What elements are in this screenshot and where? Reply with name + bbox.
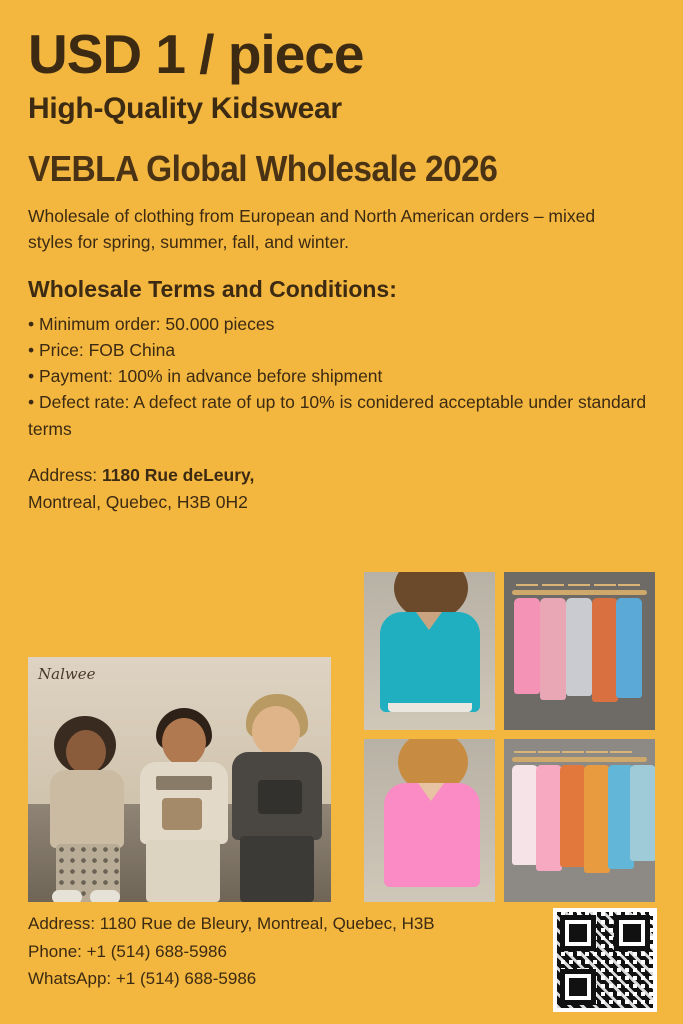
garment-orange <box>560 765 586 867</box>
terms-title: Wholesale Terms and Conditions: <box>28 275 397 302</box>
photo-garment-rack-top <box>504 572 655 730</box>
child-figure-left <box>42 714 134 902</box>
contact-footer <box>28 910 435 993</box>
garment-amber <box>584 765 610 873</box>
photo-teal-sweater <box>364 572 495 730</box>
address-line-2: Montreal, Quebec, H3B 0H2 <box>28 491 248 512</box>
photo-watermark: Nalwee <box>38 665 96 683</box>
photo-pink-sweater <box>364 739 495 902</box>
footer-phone: Phone: +1 (514) 688-5986 <box>28 941 227 961</box>
footer-whatsapp: WhatsApp: +1 (514) 688-5986 <box>28 969 257 989</box>
term-item: • Minimum order: 50.000 pieces <box>28 313 275 334</box>
child-figure-center <box>134 702 234 902</box>
garment-blue <box>616 598 642 698</box>
qr-pattern <box>557 912 653 1008</box>
qr-finder-bottom-left <box>560 969 596 1005</box>
term-item: • Defect rate: A defect rate of up to 10% is conidered acceptable under standard terms <box>28 392 647 439</box>
garment-rose <box>540 598 566 700</box>
garment-pink <box>536 765 562 871</box>
address-block <box>28 462 655 516</box>
footer-address: Address: 1180 Rue de Bleury, Montreal, Quebec, H3B <box>28 914 435 933</box>
image-collage <box>28 572 655 902</box>
qr-finder-top-left <box>560 915 596 951</box>
garment-grey <box>566 598 592 696</box>
qr-finder-top-right <box>614 915 650 951</box>
photo-kids-group <box>28 657 331 902</box>
garment-pink <box>514 598 540 694</box>
garment-white <box>512 765 538 865</box>
qr-code[interactable] <box>553 908 657 1012</box>
address-line-1: 1180 Rue deLeury, <box>101 464 255 485</box>
photo-garment-rack-bottom <box>504 739 655 902</box>
intro-paragraph: Wholesale of clothing from European and North American orders – mixed styles for spring, summer, fall, and winter. <box>28 205 596 252</box>
term-item: • Payment: 100% in advance before shipment <box>28 366 383 387</box>
sweater-hem <box>388 703 472 712</box>
garment-lightblue <box>630 765 655 861</box>
address-label: Address: <box>28 464 98 485</box>
term-item: • Price: FOB China <box>28 339 176 360</box>
price-headline: USD 1 / piece <box>28 23 364 85</box>
product-subheadline: High-Quality Kidswear <box>28 91 342 125</box>
brand-title: VEBLA Global Wholesale 2026 <box>28 147 498 189</box>
garment-orange <box>592 598 618 702</box>
child-figure-right <box>228 694 326 902</box>
